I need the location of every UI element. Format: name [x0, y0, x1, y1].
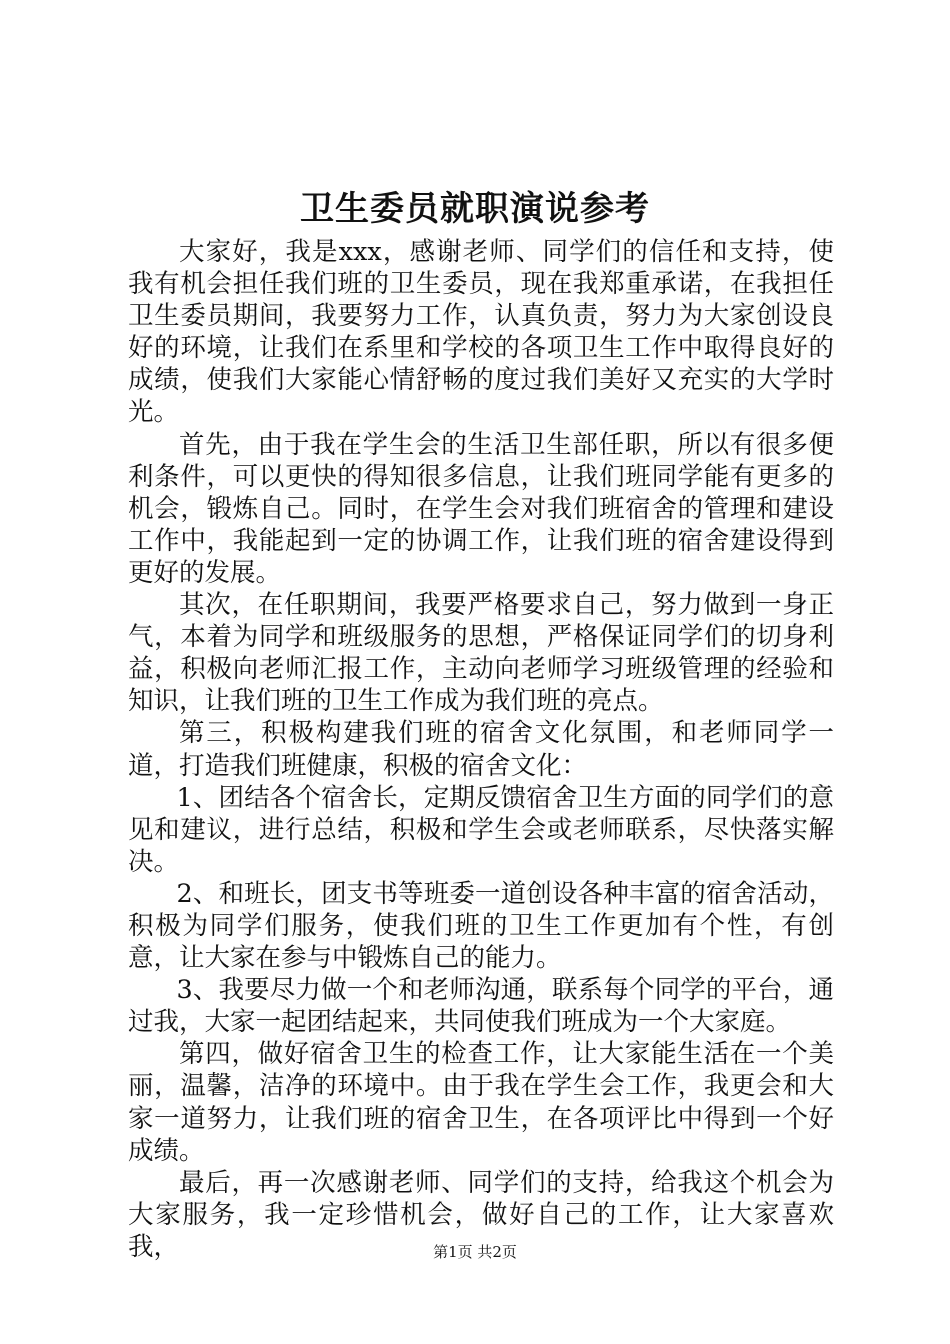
list-item-3: 3、我要尽力做一个和老师沟通，联系每个同学的平台，通过我，大家一起团结起来，共同使我们班成为一个大家庭。	[128, 975, 834, 1038]
document-title: 卫生委员就职演说参考	[300, 189, 650, 229]
paragraph-second: 其次，在任职期间，我要严格要求自己，努力做到一身正气，本着为同学和班级服务的思想，严格保证同学们的切身利益，积极向老师汇报工作，主动向老师学习班级管理的经验和知识，让我们班的卫生工作成为我们班的亮点。	[128, 590, 834, 717]
document-body	[128, 236, 834, 1263]
list-item-1: 1、团结各个宿舍长，定期反馈宿舍卫生方面的同学们的意见和建议，进行总结，积极和学生会或老师联系，尽快落实解决。	[128, 782, 834, 877]
paragraph-third: 第三，积极构建我们班的宿舍文化氛围，和老师同学一道，打造我们班健康，积极的宿舍文化：	[128, 718, 834, 781]
list-item-2: 2、和班长，团支书等班委一道创设各种丰富的宿舍活动，积极为同学们服务，使我们班的卫生工作更加有个性，有创意，让大家在参与中锻炼自己的能力。	[128, 878, 834, 974]
page-number-footer: 第1页 共2页	[433, 1243, 517, 1261]
paragraph-first: 首先，由于我在学生会的生活卫生部任职，所以有很多便利条件，可以更快的得知很多信息，让我们班同学能有更多的机会，锻炼自己。同时，在学生会对我们班宿舍的管理和建设工作中，我能起到一定的协调工作，让我们班的宿舍建设得到更好的发展。	[128, 429, 834, 588]
paragraph-last: 最后，再一次感谢老师、同学们的支持，给我这个机会为大家服务，我一定珍惜机会，做好自己的工作，让大家喜欢我，	[128, 1167, 834, 1262]
paragraph-fourth: 第四，做好宿舍卫生的检查工作，让大家能生活在一个美丽，温馨，洁净的环境中。由于我在学生会工作，我更会和大家一道努力，让我们班的宿舍卫生，在各项评比中得到一个好成绩。	[128, 1039, 834, 1166]
paragraph-intro: 大家好，我是xxx，感谢老师、同学们的信任和支持，使我有机会担任我们班的卫生委员，现在我郑重承诺，在我担任卫生委员期间，我要努力工作，认真负责，努力为大家创设良好的环境，让我们在系里和学校的各项卫生工作中取得良好的成绩，使我们大家能心情舒畅的度过我们美好又充实的大学时光。	[128, 237, 834, 428]
